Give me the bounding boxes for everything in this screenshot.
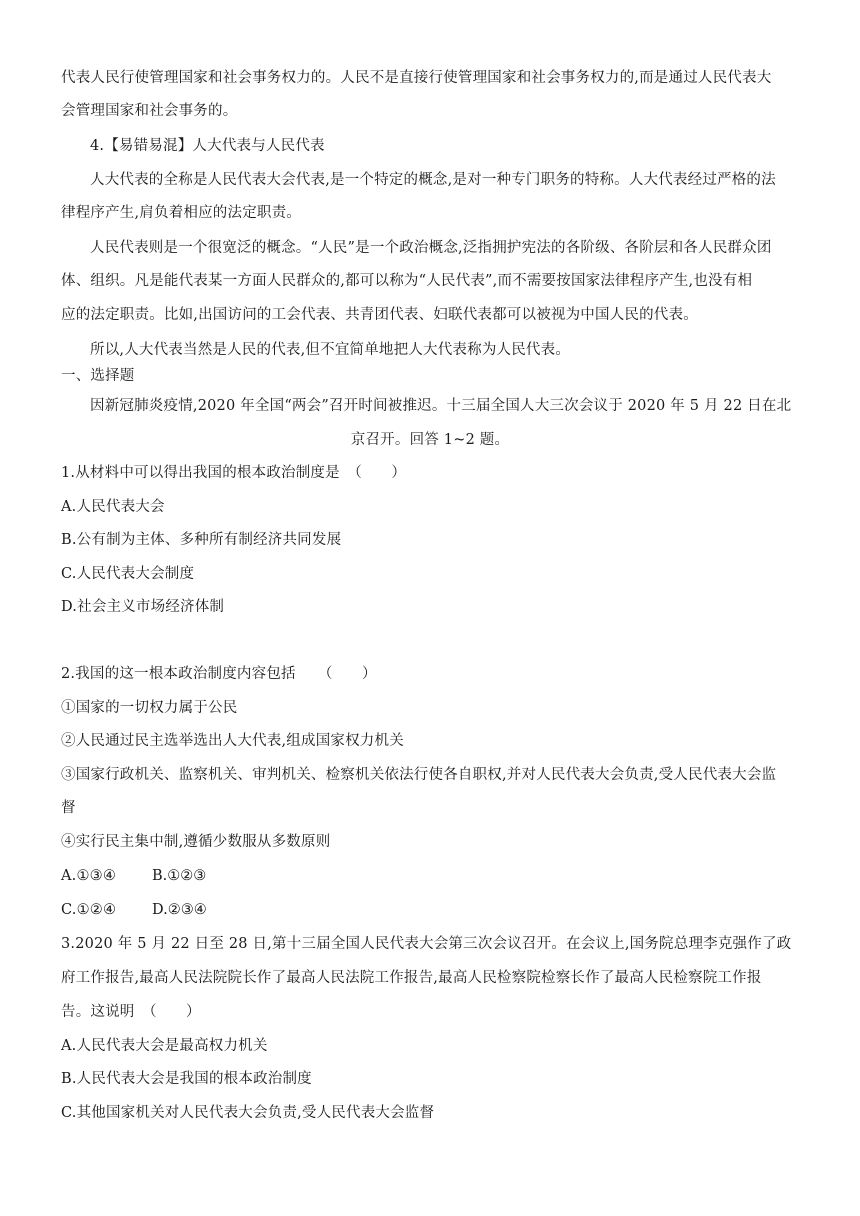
question-stem: 2.我国的这一根本政治制度内容包括 （ ）: [61, 666, 377, 682]
option-a[interactable]: A.人民代表大会是最高权力机关: [61, 1038, 268, 1054]
option-c[interactable]: C.人民代表大会制度: [61, 566, 195, 582]
statement-item: ①国家的一切权力属于公民: [61, 700, 238, 716]
material-line: 京召开。回答 1~2 题。: [350, 432, 510, 448]
option-b[interactable]: B.①②③: [152, 868, 207, 884]
paragraph-line: 体、组织。凡是能代表某一方面人民群众的,都可以称为“人民代表”,而不需要按国家法律程序产生,也没有相: [61, 273, 753, 289]
explanation-line: 代表人民行使管理国家和社会事务权力的。人民不是直接行使管理国家和社会事务权力的,而是通过人民代表大: [61, 70, 772, 86]
option-a[interactable]: A.人民代表大会: [61, 499, 165, 515]
option-c[interactable]: C.其他国家机关对人民代表大会负责,受人民代表大会监督: [61, 1105, 435, 1121]
question-stem: 1.从材料中可以得出我国的根本政治制度是 （ ）: [61, 465, 407, 481]
statement-item: ④实行民主集中制,遵循少数服从多数原则: [61, 834, 331, 850]
option-c[interactable]: C.①②④: [61, 902, 117, 918]
paragraph-line: 人民代表则是一个很宽泛的概念。“人民”是一个政治概念,泛指拥护宪法的各阶级、各阶层和各人民群众团: [90, 240, 772, 256]
option-a[interactable]: A.①③④: [61, 868, 117, 884]
option-d[interactable]: D.社会主义市场经济体制: [61, 599, 225, 615]
statement-item: 督: [61, 800, 76, 816]
paragraph-line: 人大代表的全称是人民代表大会代表,是一个特定的概念,是对一种专门职务的特称。人大代表经过严格的法: [90, 172, 776, 188]
statement-item: ③国家行政机关、监察机关、审判机关、检察机关依法行使各自职权,并对人民代表大会负责,受人民代表大会监: [61, 767, 777, 783]
question-stem: 府工作报告,最高人民法院院长作了最高人民法院工作报告,最高人民检察院检察长作了最高人民检察院工作报: [61, 970, 762, 986]
paragraph-line: 所以,人大代表当然是人民的代表,但不宜简单地把人大代表称为人民代表。: [90, 342, 571, 358]
material-line: 因新冠肺炎疫情,2020 年全国“两会”召开时间被推迟。十三届全国人大三次会议于 2020 年 5 月 22 日在北: [90, 398, 792, 414]
explanation-line: 会管理国家和社会事务的。: [61, 103, 238, 119]
paragraph-line: 律程序产生,肩负着相应的法定职责。: [61, 205, 302, 221]
option-b[interactable]: B.公有制为主体、多种所有制经济共同发展: [61, 532, 342, 548]
option-b[interactable]: B.人民代表大会是我国的根本政治制度: [61, 1071, 312, 1087]
option-d[interactable]: D.②③④: [152, 902, 207, 918]
question-stem: 告。这说明 （ ）: [61, 1004, 201, 1020]
statement-item: ②人民通过民主选举选出人大代表,组成国家权力机关: [61, 733, 404, 749]
paragraph-line: 应的法定职责。比如,出国访问的工会代表、共青团代表、妇联代表都可以被视为中国人民的代表。: [61, 307, 698, 323]
tip-heading: 4.【易错易混】人大代表与人民代表: [90, 138, 325, 154]
question-stem: 3.2020 年 5 月 22 日至 28 日,第十三届全国人民代表大会第三次会议召开。在会议上,国务院总理李克强作了政: [61, 936, 792, 952]
section-title: 一、选择题: [61, 368, 135, 384]
